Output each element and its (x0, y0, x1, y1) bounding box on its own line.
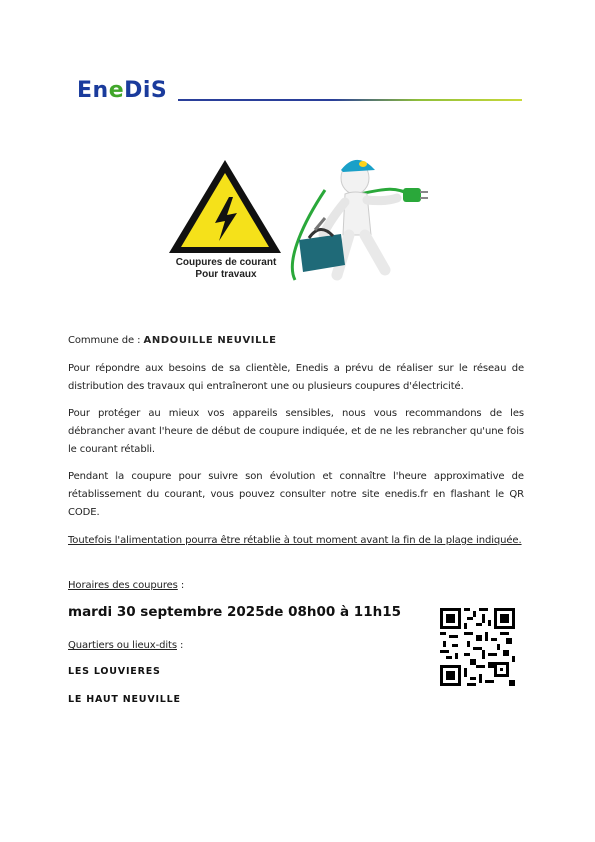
paragraph-needs: Pour répondre aux besoins de sa clientèle, Enedis a prévu de réaliser sur le réseau de distribution des travaux qui entraîneront une ou plusieurs coupures d'électricité. (68, 363, 524, 392)
commune-line (68, 332, 524, 350)
sign-caption-line2: Pour travaux (195, 269, 257, 280)
commune-name: ANDOUILLE NEUVILLE (143, 335, 277, 346)
paragraph-disclaimer: Toutefois l'alimentation pourra être rétablie à tout moment avant la fin de la plage indiquée. (68, 535, 522, 546)
qr-code-icon[interactable] (440, 608, 515, 686)
place-item: LE HAUT NEUVILLE (68, 694, 181, 705)
header-rule (178, 99, 522, 101)
quartiers-label-suffix: : (176, 640, 184, 651)
paragraph-follow: Pendant la coupure pour suivre son évolution et connaître l'heure approximative de rétablissement du courant, vous pouvez consulter notre site enedis.fr en flashant le QR CODE. (68, 471, 524, 518)
logo-part-2: e (108, 78, 125, 103)
schedule-datetime: mardi 30 septembre 2025de 08h00 à 11h15 (68, 604, 401, 620)
commune-label: Commune de : (68, 335, 144, 346)
horaires-label (68, 577, 524, 595)
quartiers-label-text: Quartiers ou lieux-dits (68, 640, 177, 651)
logo-part-3: DiS (124, 78, 168, 103)
logo-part-1: En (77, 78, 109, 103)
paragraph-protect: Pour protéger au mieux vos appareils sensibles, nous vous recommandons de les débrancher avant l'heure de début de coupure indiquée, et de ne les rebrancher qu'une fois le courant rétabli. (68, 408, 524, 455)
sign-caption (164, 257, 288, 281)
horaires-label-text: Horaires des coupures (68, 580, 178, 591)
horaires-label-suffix: : (177, 580, 185, 591)
worker-with-plug-icon (285, 140, 435, 290)
place-item: LES LOUVIERES (68, 666, 161, 677)
enedis-logo (77, 78, 177, 104)
sign-caption-line1: Coupures de courant (175, 257, 277, 268)
